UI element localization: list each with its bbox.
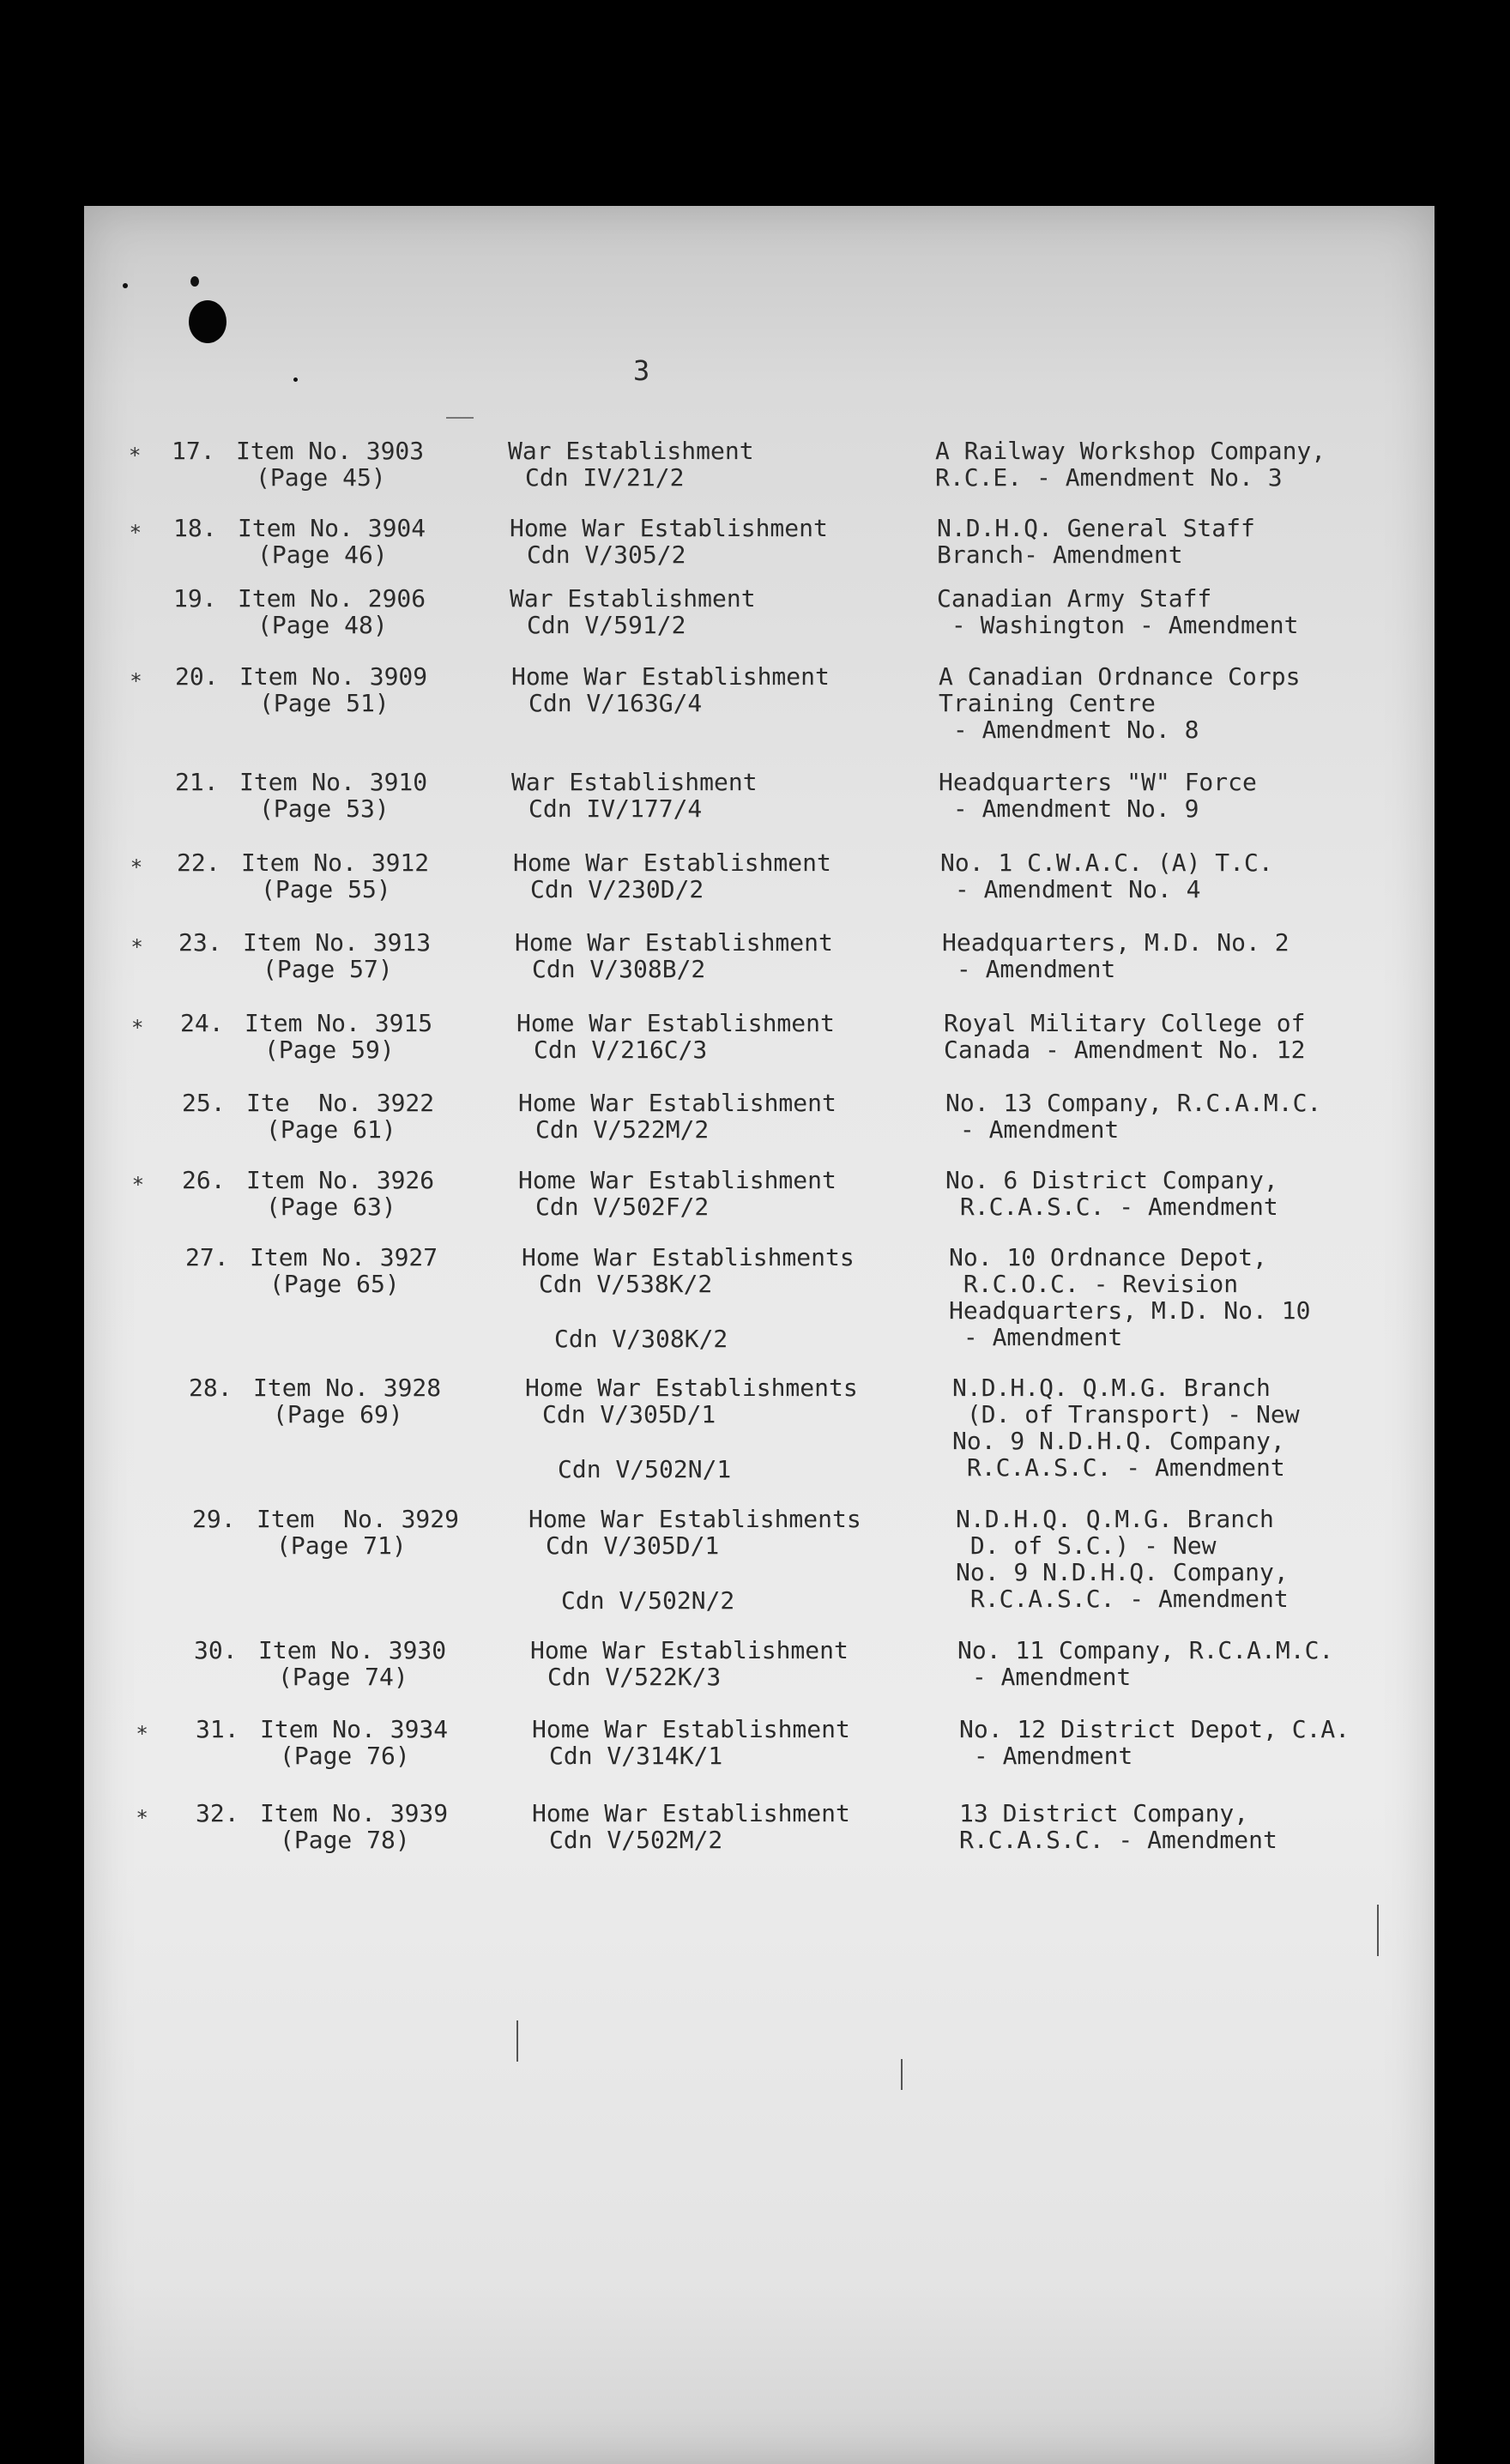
margin-mark <box>516 2020 518 2062</box>
cdn-reference: Cdn V/522M/2 <box>535 1115 710 1144</box>
establishment-type: Home War Establishment <box>516 1009 835 1037</box>
establishment-type: Home War Establishment <box>513 849 831 877</box>
entry-number: 20. <box>175 662 219 691</box>
unit-description: D. of S.C.) - New <box>956 1531 1217 1560</box>
cdn-reference: Cdn V/308K/2 <box>554 1325 728 1353</box>
cdn-reference: Cdn V/502M/2 <box>549 1826 723 1854</box>
unit-description: R.C.A.S.C. - Amendment <box>945 1193 1278 1221</box>
unit-description: A Canadian Ordnance Corps <box>939 662 1301 691</box>
page-reference: (Page 45) <box>256 463 386 492</box>
unit-description: No. 9 N.D.H.Q. Company, <box>952 1427 1285 1455</box>
page-reference: (Page 51) <box>259 689 390 717</box>
unit-description: R.C.A.S.C. - Amendment <box>959 1826 1277 1854</box>
unit-description: No. 1 C.W.A.C. (A) T.C. <box>940 849 1273 877</box>
cdn-reference: Cdn V/591/2 <box>527 611 686 639</box>
item-number: Item No. 3910 <box>239 768 428 796</box>
page-reference: (Page 46) <box>257 541 388 569</box>
unit-description: - Amendment No. 9 <box>939 794 1199 823</box>
item-number: Item No. 3904 <box>238 514 426 542</box>
item-number: Item No. 3930 <box>258 1636 447 1664</box>
margin-mark <box>901 2059 903 2090</box>
unit-description: R.C.E. - Amendment No. 3 <box>935 463 1283 492</box>
establishment-type: Home War Establishment <box>518 1089 837 1117</box>
establishment-type: Home War Establishment <box>532 1799 850 1827</box>
unit-description: N.D.H.Q. Q.M.G. Branch <box>952 1374 1271 1402</box>
asterisk-mark: * <box>129 444 142 468</box>
establishment-type: War Establishment <box>510 584 756 613</box>
cdn-reference: Cdn V/308B/2 <box>532 955 706 983</box>
unit-description: Headquarters, M.D. No. 10 <box>949 1296 1311 1325</box>
unit-description: - Amendment <box>957 1663 1132 1691</box>
item-number: Item No. 3915 <box>245 1009 433 1037</box>
cdn-reference: Cdn V/305D/1 <box>542 1400 716 1428</box>
asterisk-mark: * <box>130 855 143 879</box>
entry-number: 26. <box>182 1166 226 1194</box>
establishment-type: War Establishment <box>511 768 758 796</box>
establishment-type: Home War Establishment <box>510 514 828 542</box>
unit-description: Canadian Army Staff <box>937 584 1212 613</box>
page-number: 3 <box>633 354 650 387</box>
cdn-reference: Cdn V/230D/2 <box>530 875 704 903</box>
entry-number: 27. <box>185 1243 229 1271</box>
cdn-reference: Cdn V/502N/1 <box>558 1455 732 1483</box>
unit-description: (D. of Transport) - New <box>952 1400 1300 1428</box>
header-rule <box>446 417 474 419</box>
page-reference: (Page 48) <box>257 611 388 639</box>
page-reference: (Page 63) <box>266 1193 396 1221</box>
cdn-reference: Cdn IV/177/4 <box>528 794 703 823</box>
unit-description: - Amendment <box>942 955 1116 983</box>
page-reference: (Page 53) <box>259 794 390 823</box>
unit-description: - Amendment No. 4 <box>940 875 1201 903</box>
asterisk-mark: * <box>130 669 142 693</box>
entry-number: 29. <box>192 1505 236 1533</box>
unit-description: - Amendment <box>959 1742 1133 1770</box>
page-reference: (Page 69) <box>273 1400 403 1428</box>
item-number: Item No. 3939 <box>260 1799 449 1827</box>
margin-mark <box>1377 1905 1379 1956</box>
speck <box>123 283 128 288</box>
asterisk-mark: * <box>129 521 142 545</box>
establishment-type: Home War Establishment <box>530 1636 849 1664</box>
establishment-type: Home War Establishments <box>528 1505 861 1533</box>
item-number: Item No. 3926 <box>246 1166 435 1194</box>
establishment-type: Home War Establishments <box>525 1374 858 1402</box>
unit-description: A Railway Workshop Company, <box>935 437 1326 465</box>
unit-description: R.C.A.S.C. - Amendment <box>952 1453 1285 1482</box>
unit-description: N.D.H.Q. General Staff <box>937 514 1255 542</box>
establishment-type: Home War Establishment <box>532 1715 850 1743</box>
item-number: Ite No. 3922 <box>246 1089 435 1117</box>
cdn-reference: Cdn V/502N/2 <box>561 1586 735 1615</box>
unit-description: Canada - Amendment No. 12 <box>944 1036 1306 1064</box>
page-reference: (Page 76) <box>280 1742 410 1770</box>
unit-description: - Washington - Amendment <box>937 611 1299 639</box>
unit-description: No. 13 Company, R.C.A.M.C. <box>945 1089 1322 1117</box>
establishment-type: War Establishment <box>508 437 754 465</box>
page-reference: (Page 57) <box>263 955 393 983</box>
unit-description: Training Centre <box>939 689 1156 717</box>
cdn-reference: Cdn V/538K/2 <box>539 1270 713 1298</box>
unit-description: Headquarters "W" Force <box>939 768 1257 796</box>
entry-number: 21. <box>175 768 219 796</box>
unit-description: - Amendment <box>945 1115 1120 1144</box>
page-reference: (Page 61) <box>266 1115 396 1144</box>
establishment-type: Home War Establishment <box>515 928 833 957</box>
item-number: Item No. 3929 <box>257 1505 460 1533</box>
item-number: Item No. 3927 <box>250 1243 438 1271</box>
establishment-type: Home War Establishment <box>511 662 830 691</box>
entry-number: 30. <box>194 1636 238 1664</box>
item-number: Item No. 3934 <box>260 1715 449 1743</box>
cdn-reference: Cdn V/305/2 <box>527 541 686 569</box>
item-number: Item No. 3912 <box>241 849 430 877</box>
entry-number: 23. <box>178 928 222 957</box>
unit-description: N.D.H.Q. Q.M.G. Branch <box>956 1505 1274 1533</box>
establishment-type: Home War Establishment <box>518 1166 837 1194</box>
entry-number: 32. <box>196 1799 239 1827</box>
cdn-reference: Cdn V/314K/1 <box>549 1742 723 1770</box>
speck <box>190 276 199 287</box>
entry-number: 24. <box>180 1009 224 1037</box>
cdn-reference: Cdn V/305D/1 <box>546 1531 720 1560</box>
cdn-reference: Cdn V/522K/3 <box>547 1663 722 1691</box>
entry-number: 19. <box>173 584 217 613</box>
item-number: Item No. 3909 <box>239 662 428 691</box>
unit-description: R.C.O.C. - Revision <box>949 1270 1239 1298</box>
unit-description: Branch- Amendment <box>937 541 1183 569</box>
cdn-reference: Cdn V/163G/4 <box>528 689 703 717</box>
entry-number: 17. <box>172 437 215 465</box>
punch-hole <box>189 300 226 343</box>
item-number: Item No. 3913 <box>243 928 432 957</box>
unit-description: Royal Military College of <box>944 1009 1306 1037</box>
page-reference: (Page 74) <box>278 1663 408 1691</box>
unit-description: - Amendment <box>949 1323 1123 1351</box>
unit-description: - Amendment No. 8 <box>939 716 1199 744</box>
page-reference: (Page 78) <box>280 1826 410 1854</box>
unit-description: No. 6 District Company, <box>945 1166 1278 1194</box>
unit-description: 13 District Company, <box>959 1799 1249 1827</box>
page-reference: (Page 71) <box>276 1531 407 1560</box>
item-number: Item No. 3903 <box>236 437 425 465</box>
entry-number: 31. <box>196 1715 239 1743</box>
unit-description: Headquarters, M.D. No. 2 <box>942 928 1290 957</box>
asterisk-mark: * <box>136 1806 148 1830</box>
asterisk-mark: * <box>130 935 143 959</box>
entry-number: 28. <box>189 1374 233 1402</box>
cdn-reference: Cdn V/502F/2 <box>535 1193 710 1221</box>
speck <box>293 377 298 382</box>
unit-description: No. 10 Ordnance Depot, <box>949 1243 1267 1271</box>
page-reference: (Page 55) <box>261 875 391 903</box>
item-number: Item No. 2906 <box>238 584 426 613</box>
unit-description: No. 9 N.D.H.Q. Company, <box>956 1558 1289 1586</box>
page-reference: (Page 59) <box>264 1036 395 1064</box>
asterisk-mark: * <box>131 1173 145 1197</box>
cdn-reference: Cdn IV/21/2 <box>525 463 685 492</box>
entry-number: 18. <box>173 514 217 542</box>
unit-description: No. 11 Company, R.C.A.M.C. <box>957 1636 1334 1664</box>
establishment-type: Home War Establishments <box>522 1243 855 1271</box>
asterisk-mark: * <box>131 1016 144 1040</box>
asterisk-mark: * <box>136 1722 148 1746</box>
page-reference: (Page 65) <box>269 1270 400 1298</box>
entry-number: 22. <box>177 849 220 877</box>
unit-description: R.C.A.S.C. - Amendment <box>956 1585 1289 1613</box>
unit-description: No. 12 District Depot, C.A. <box>959 1715 1350 1743</box>
item-number: Item No. 3928 <box>253 1374 442 1402</box>
entry-number: 25. <box>182 1089 226 1117</box>
cdn-reference: Cdn V/216C/3 <box>534 1036 708 1064</box>
